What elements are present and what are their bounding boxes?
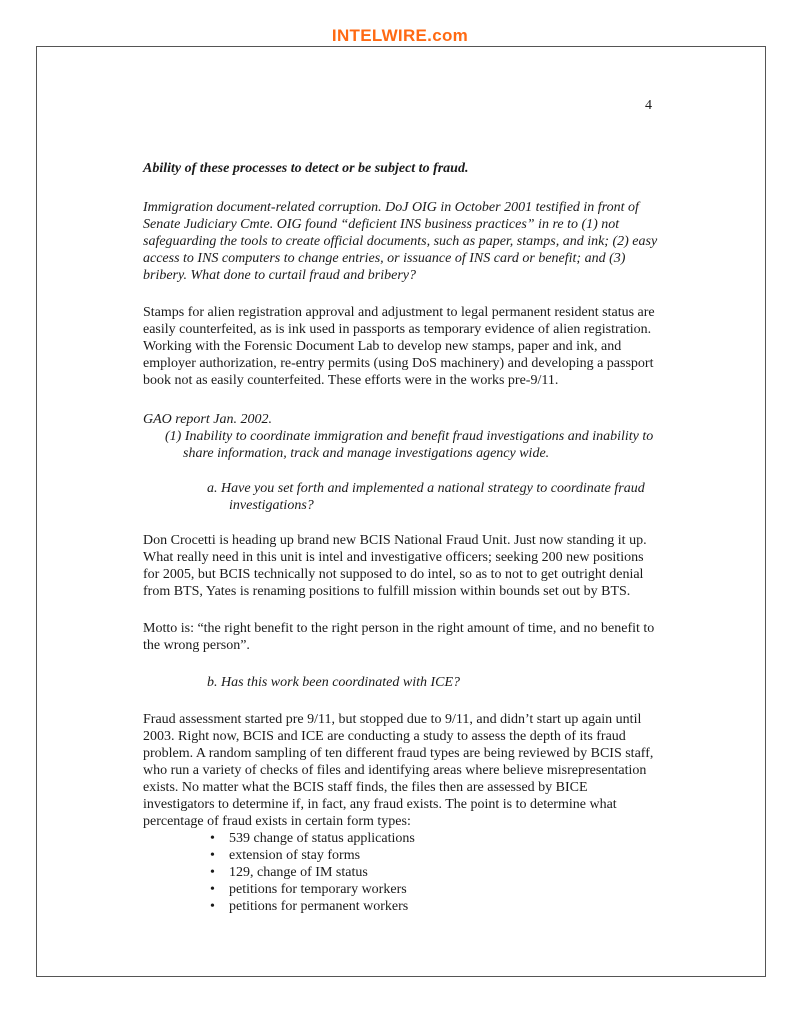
page-border-bottom [36, 976, 766, 977]
gao-item-1: (1) Inability to coordinate immigration and benefit fraud investigations and inability to share information, track and manage investigations agency wide. [165, 429, 654, 461]
page-border-right [765, 46, 766, 977]
question-a: a. Have you set forth and implemented a national strategy to coordinate fraud investigations? [207, 481, 645, 513]
bullet-icon: • [210, 899, 215, 914]
list-item-text: 129, change of IM status [229, 865, 368, 880]
form-types-list [207, 830, 658, 915]
motto-paragraph: Motto is: “the right benefit to the right person in the right amount of time, and no benefit to the wrong person”. [143, 621, 655, 653]
list-item [207, 830, 658, 847]
crocetti-paragraph: Don Crocetti is heading up brand new BCIS National Fraud Unit. Just now standing it up. What really need in this unit is intel and investigative officers; seeking 200 new positions for 2005, but BCIS technically not supposed to do intel, so as to not to get outright denial from BTS, Yates is renaming positions to fulfill mission within bounds set out by BTS. [143, 533, 647, 599]
list-item-text: extension of stay forms [229, 848, 361, 863]
bullet-icon: • [210, 831, 215, 846]
bullet-icon: • [210, 848, 215, 863]
section-heading: Ability of these processes to detect or be subject to fraud. [143, 161, 469, 176]
list-item [207, 847, 658, 864]
page-border-left [36, 46, 37, 977]
page-border-top [36, 46, 766, 47]
intelwire-watermark: INTELWIRE.com [331, 26, 469, 45]
list-item-text: 539 change of status applications [229, 831, 415, 846]
list-item-text: petitions for temporary workers [229, 882, 407, 897]
list-item [207, 864, 658, 881]
list-item [207, 881, 658, 898]
oig-paragraph: Immigration document-related corruption. DoJ OIG in October 2001 testified in front of Senate Judiciary Cmte. OIG found “deficient INS business practices” in re to (1) not safeguarding the tools to create official documents, such as paper, stamps, and ink; (2) easy access to INS computers to change entries, or issuance of INS card or benefit; and (3) bribery. What done to curtail fraud and bribery? [143, 200, 658, 283]
page-number: 4 [645, 98, 652, 113]
stamps-paragraph: Stamps for alien registration approval and adjustment to legal permanent resident status are easily counterfeited, as is ink used in passports as temporary evidence of alien registration. Working with the Forensic Document Lab to develop new stamps, paper and ink, and employer authorization, re-entry permits (using DoS machinery) and developing a passport book not as easily counterfeited. These efforts were in the works pre-9/11. [143, 305, 655, 388]
document-body [143, 160, 658, 915]
bullet-icon: • [210, 865, 215, 880]
fraud-assessment-paragraph: Fraud assessment started pre 9/11, but stopped due to 9/11, and didn’t start up again until 2003. Right now, BCIS and ICE are conducting a study to assess the depth of its fraud problem. A random sampling of ten different fraud types are being reviewed by BCIS staff, who run a variety of checks of files and identifying areas where believe misrepresentation exists. No matter what the BCIS staff finds, the files then are assessed by BICE investigators to determine if, in fact, any fraud exists. The point is to determine what percentage of fraud exists in certain form types: [143, 712, 654, 829]
bullet-icon: • [210, 882, 215, 897]
list-item-text: petitions for permanent workers [229, 899, 409, 914]
question-b: b. Has this work been coordinated with ICE? [207, 675, 461, 690]
gao-report-heading: GAO report Jan. 2002. [143, 412, 272, 427]
list-item [207, 898, 658, 915]
